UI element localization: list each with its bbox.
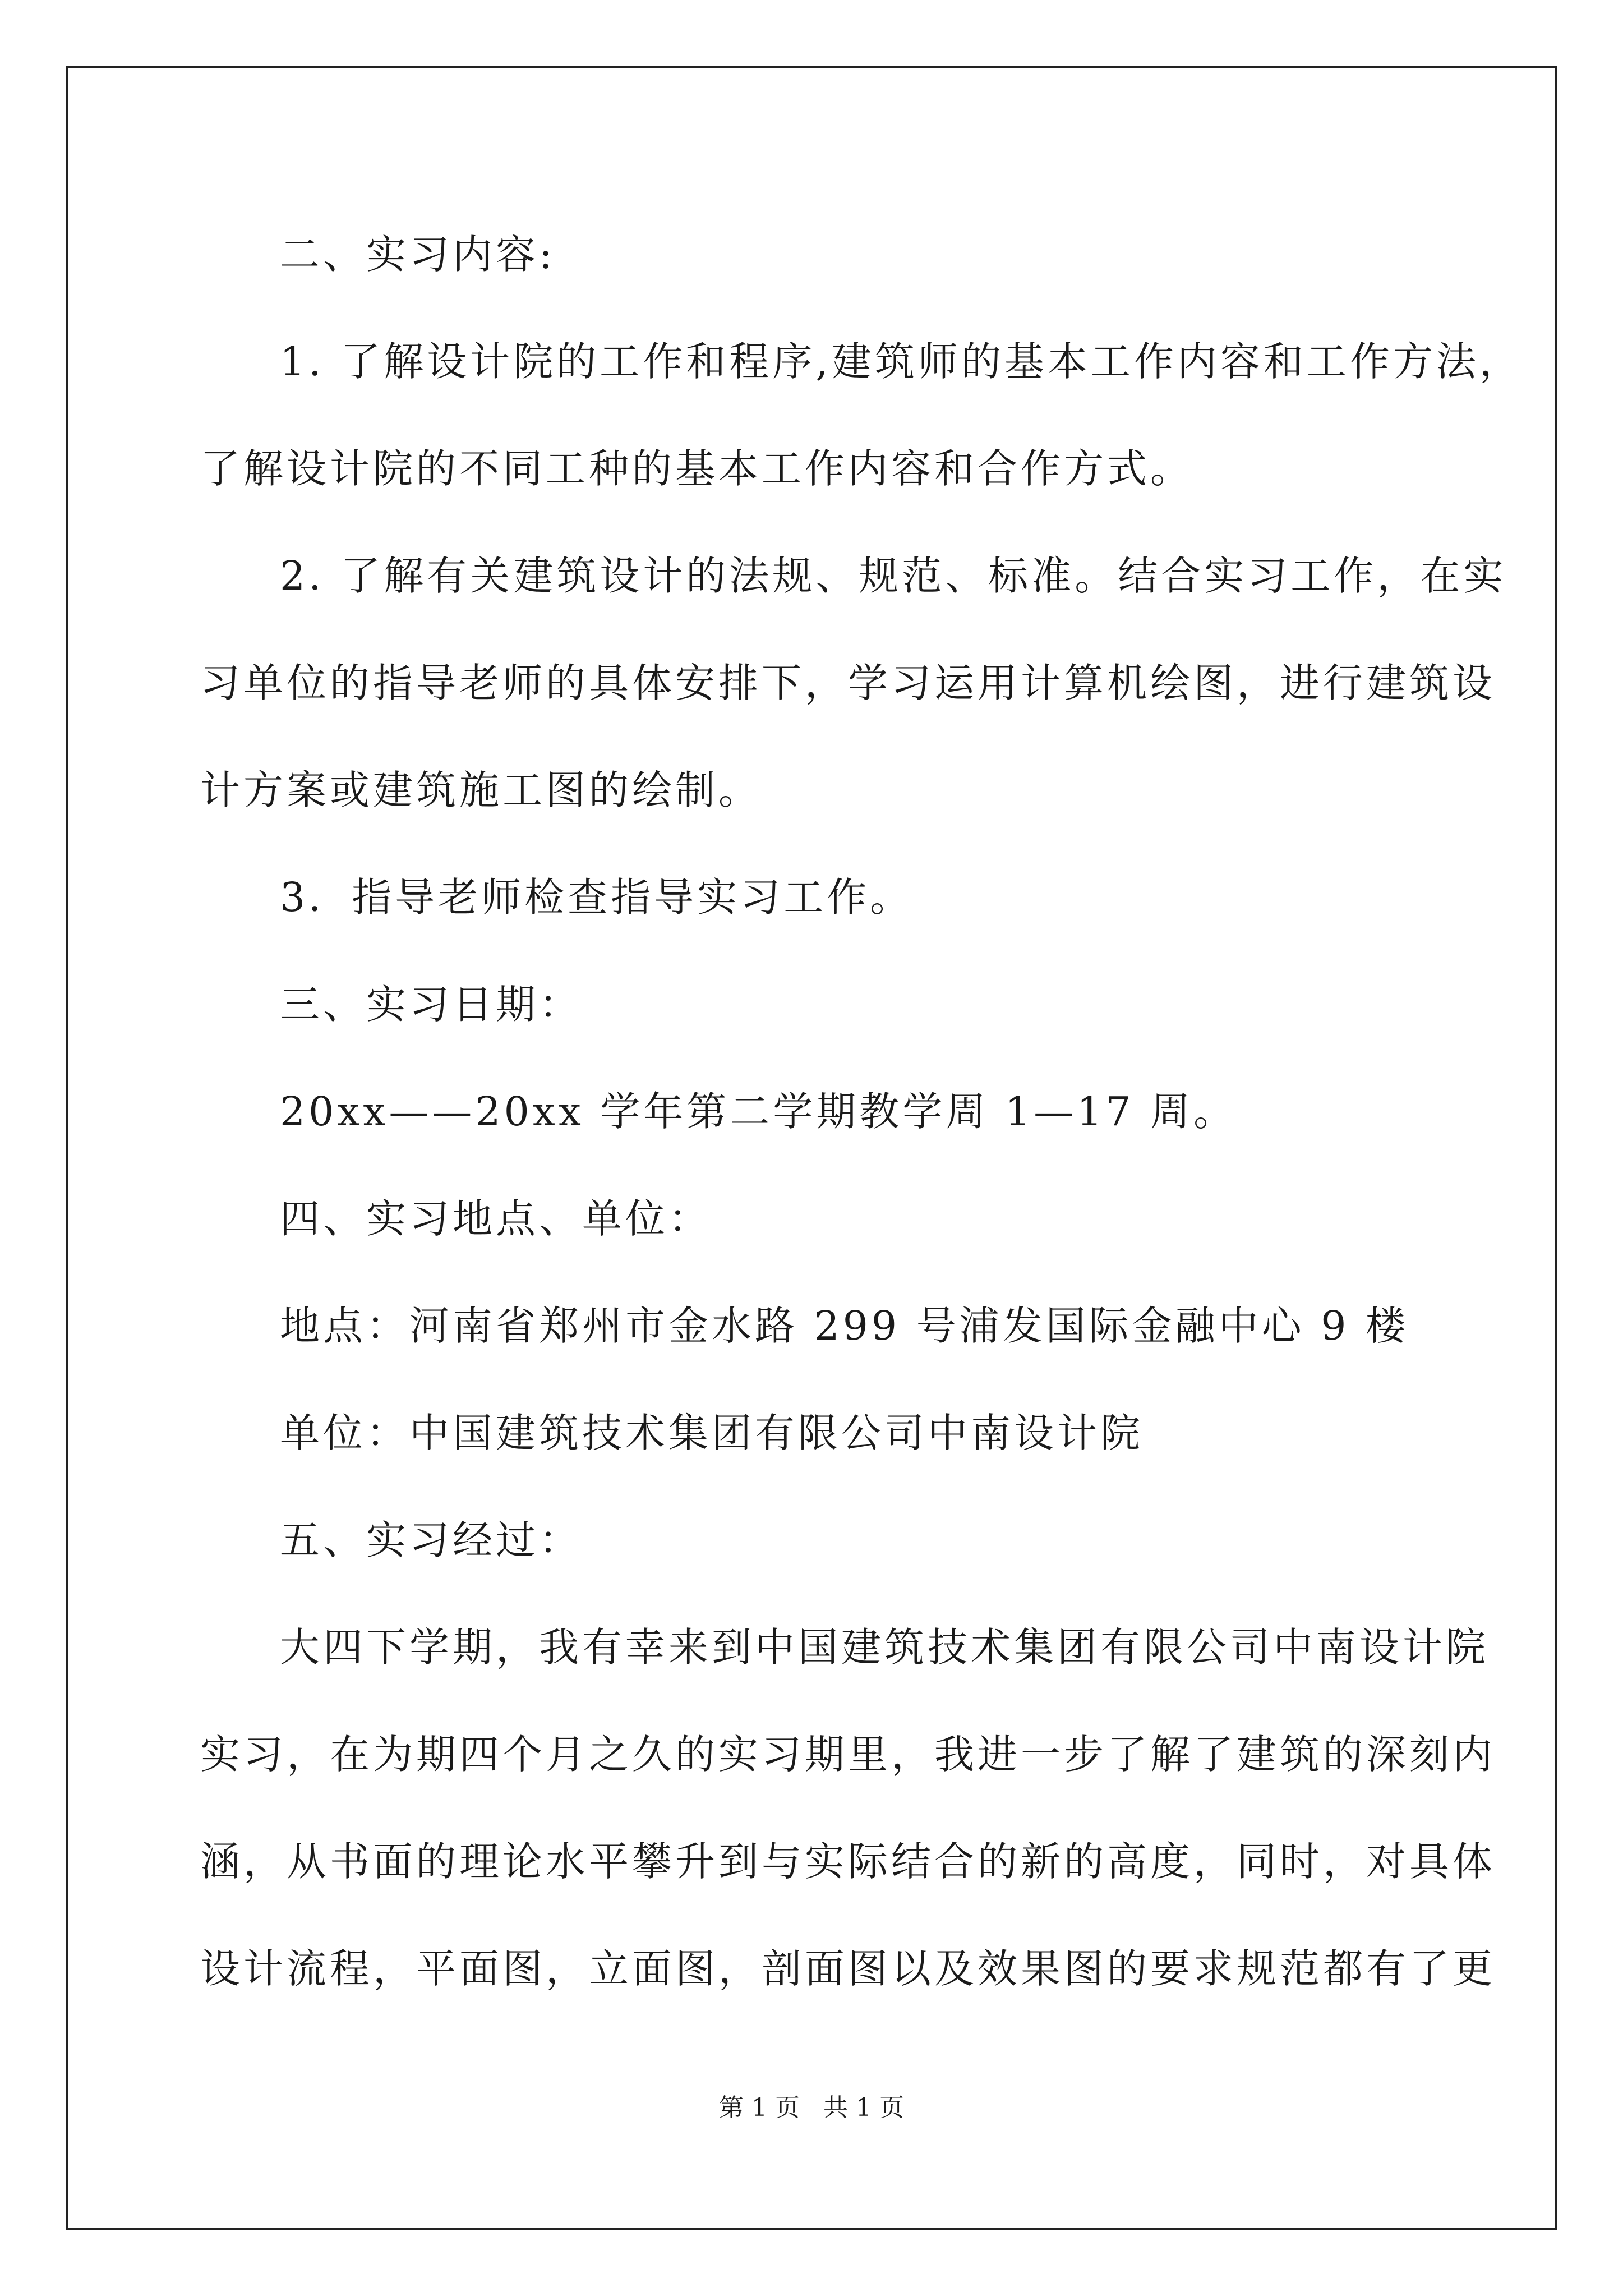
paragraph-line: 习单位的指导老师的具体安排下，学习运用计算机绘图，进行建筑设 bbox=[200, 660, 1496, 706]
paragraph-line: 大四下学期，我有幸来到中国建筑技术集团有限公司中南设计院 bbox=[280, 1624, 1490, 1671]
paragraph-line: 2. 了解有关建筑设计的法规、规范、标准。结合实习工作，在实 bbox=[280, 553, 1507, 599]
paragraph-line: 地点：河南省郑州市金水路 299 号浦发国际金融中心 9 楼 bbox=[280, 1303, 1409, 1349]
paragraph-line: 1. 了解设计院的工作和程序,建筑师的基本工作内容和工作方法， bbox=[280, 338, 1523, 385]
page-border bbox=[66, 66, 1557, 2230]
paragraph-line: 单位：中国建筑技术集团有限公司中南设计院 bbox=[280, 1410, 1144, 1456]
section-heading-date: 三、实习日期： bbox=[280, 981, 583, 1028]
paragraph-line: 了解设计院的不同工种的基本工作内容和合作方式。 bbox=[200, 445, 1194, 492]
paragraph-line: 3．指导老师检查指导实习工作。 bbox=[280, 874, 914, 921]
paragraph-line: 实习，在为期四个月之久的实习期里，我进一步了解了建筑的深刻内 bbox=[200, 1731, 1496, 1778]
section-heading-location: 四、实习地点、单位： bbox=[280, 1195, 712, 1242]
section-heading-content: 二、实习内容: bbox=[280, 231, 556, 278]
page-footer: 第 1 页 共 1 页 bbox=[719, 2093, 904, 2122]
paragraph-line: 计方案或建筑施工图的绘制。 bbox=[200, 767, 762, 813]
paragraph-line: 涵，从书面的理论水平攀升到与实际结合的新的高度，同时，对具体 bbox=[200, 1838, 1496, 1885]
paragraph-line: 20xx——20xx 学年第二学期教学周 1—17 周。 bbox=[280, 1088, 1237, 1135]
section-heading-process: 五、实习经过： bbox=[280, 1517, 583, 1563]
paragraph-line: 设计流程，平面图，立面图，剖面图以及效果图的要求规范都有了更 bbox=[200, 1945, 1496, 1992]
